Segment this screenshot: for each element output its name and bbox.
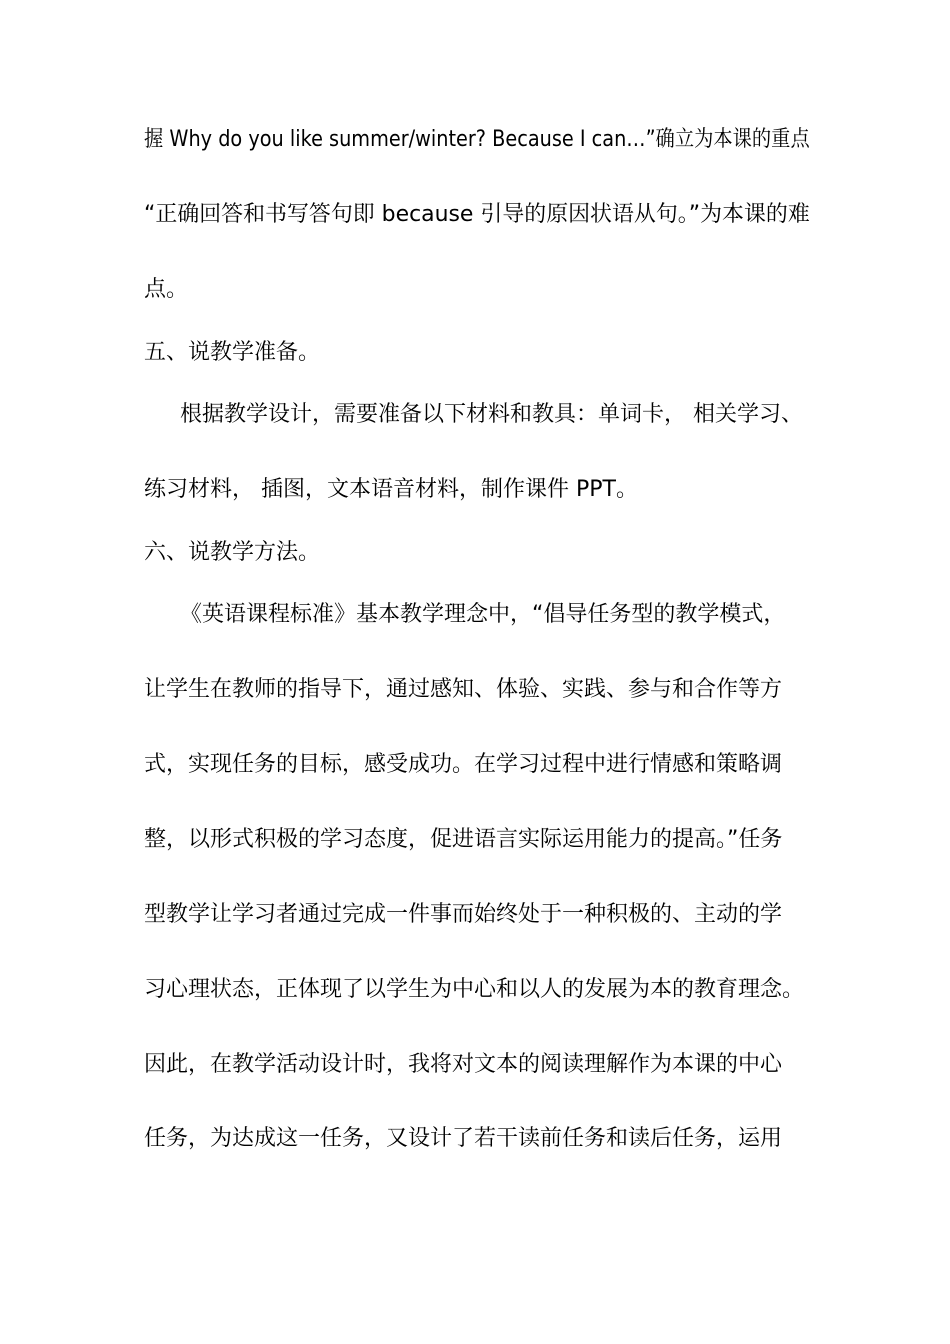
text-line: 点。 (144, 277, 189, 302)
text-line: 整，以形式积极的学习态度，促进语言实际运用能力的提高。”任务 (144, 827, 783, 852)
text-line: “正确回答和书写答句即 because 引导的原因状语从句。”为本课的难 (144, 202, 810, 227)
text-line: 式，实现任务的目标，感受成功。在学习过程中进行情感和策略调 (144, 752, 783, 777)
text-line: 《英语课程标准》基本教学理念中，“倡导任务型的教学模式， (180, 602, 786, 627)
text-line: 根据教学设计，需要准备以下材料和教具：单词卡， 相关学习、 (180, 402, 803, 427)
text-line: 型教学让学习者通过完成一件事而始终处于一种积极的、主动的学 (144, 902, 783, 927)
text-line: 习心理状态，正体现了以学生为中心和以人的发展为本的教育理念。 (144, 977, 805, 1002)
text-line: 握 Why do you like summer/winter? Because I can…”确立为本课的重点 (144, 127, 810, 152)
text-line: 任务，为达成这一任务，又设计了若干读前任务和读后任务，运用 (144, 1126, 783, 1151)
text-line: 因此，在教学活动设计时，我将对文本的阅读理解作为本课的中心 (144, 1052, 783, 1077)
text-line: 练习材料， 插图，文本语音材料，制作课件 PPT。 (144, 477, 638, 502)
section-heading: 六、说教学方法。 (144, 540, 321, 565)
text-line: 让学生在教师的指导下，通过感知、体验、实践、参与和合作等方 (144, 677, 783, 702)
section-heading: 五、说教学准备。 (144, 340, 321, 365)
